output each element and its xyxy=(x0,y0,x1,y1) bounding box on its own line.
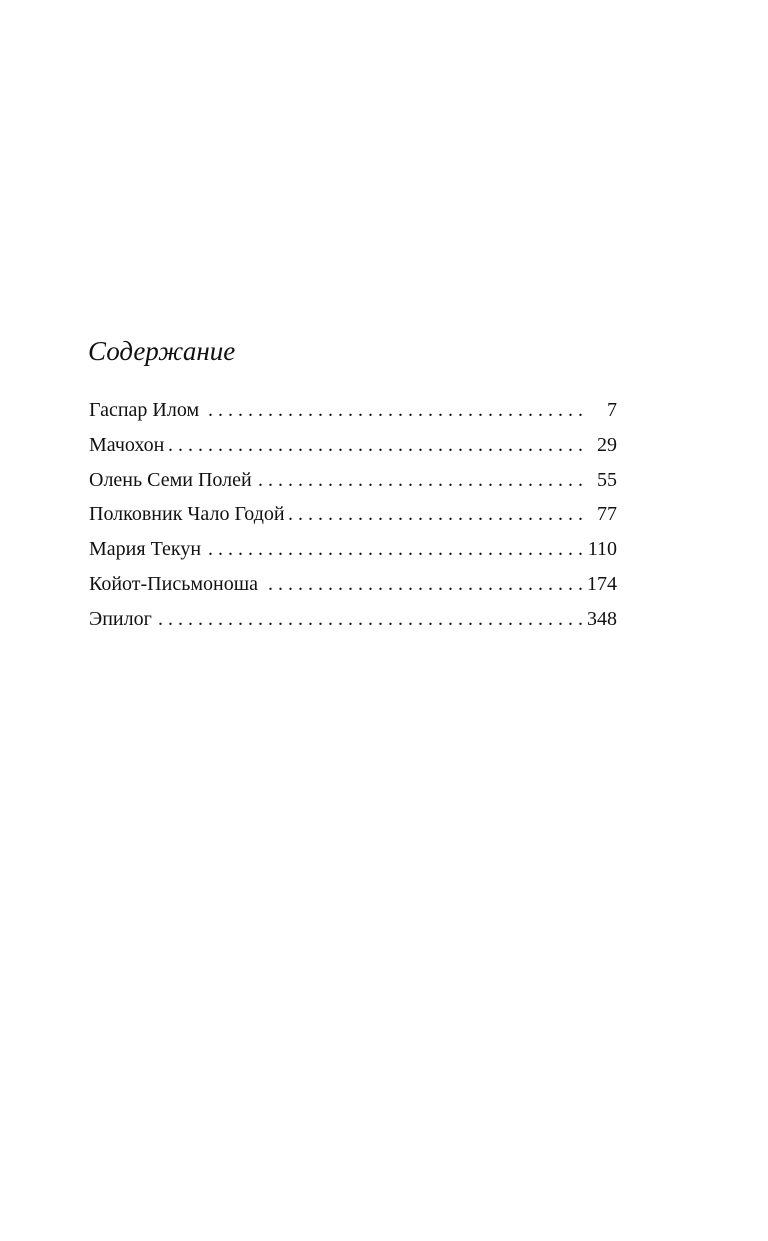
toc-entry-title: Полковник Чало Годой xyxy=(89,503,285,526)
toc-entry xyxy=(89,396,617,431)
toc-page-number: 29 xyxy=(597,433,617,456)
table-of-contents xyxy=(89,396,617,640)
toc-entry xyxy=(89,535,617,570)
toc-page-number: 77 xyxy=(597,503,617,526)
toc-entry-title: Олень Семи Полей xyxy=(89,468,252,491)
toc-entry xyxy=(89,431,617,466)
dot-leader xyxy=(205,535,583,563)
dot-leader xyxy=(156,605,583,633)
toc-entry-title: Мария Текун xyxy=(89,538,202,561)
dot-leader xyxy=(256,466,583,494)
toc-entry-title: Эпилог xyxy=(89,607,152,630)
toc-entry xyxy=(89,500,617,535)
toc-entry-title: Мачохон xyxy=(89,433,165,456)
toc-page-number: 110 xyxy=(587,538,617,561)
toc-page-number: 348 xyxy=(587,607,617,630)
toc-page-number: 55 xyxy=(597,468,617,491)
toc-heading: Содержание xyxy=(88,336,236,366)
dot-leader xyxy=(168,431,583,459)
toc-entry xyxy=(89,570,617,605)
dot-leader xyxy=(203,396,583,424)
toc-entry-title: Койот-Письмоноша xyxy=(89,572,258,595)
dot-leader xyxy=(262,570,583,598)
toc-page-number: 174 xyxy=(587,572,617,595)
toc-entry-title: Гаспар Илом xyxy=(89,399,200,421)
toc-entry xyxy=(89,605,617,640)
toc-entry xyxy=(89,466,617,501)
toc-page-number: 7 xyxy=(607,399,617,421)
dot-leader xyxy=(289,500,583,528)
